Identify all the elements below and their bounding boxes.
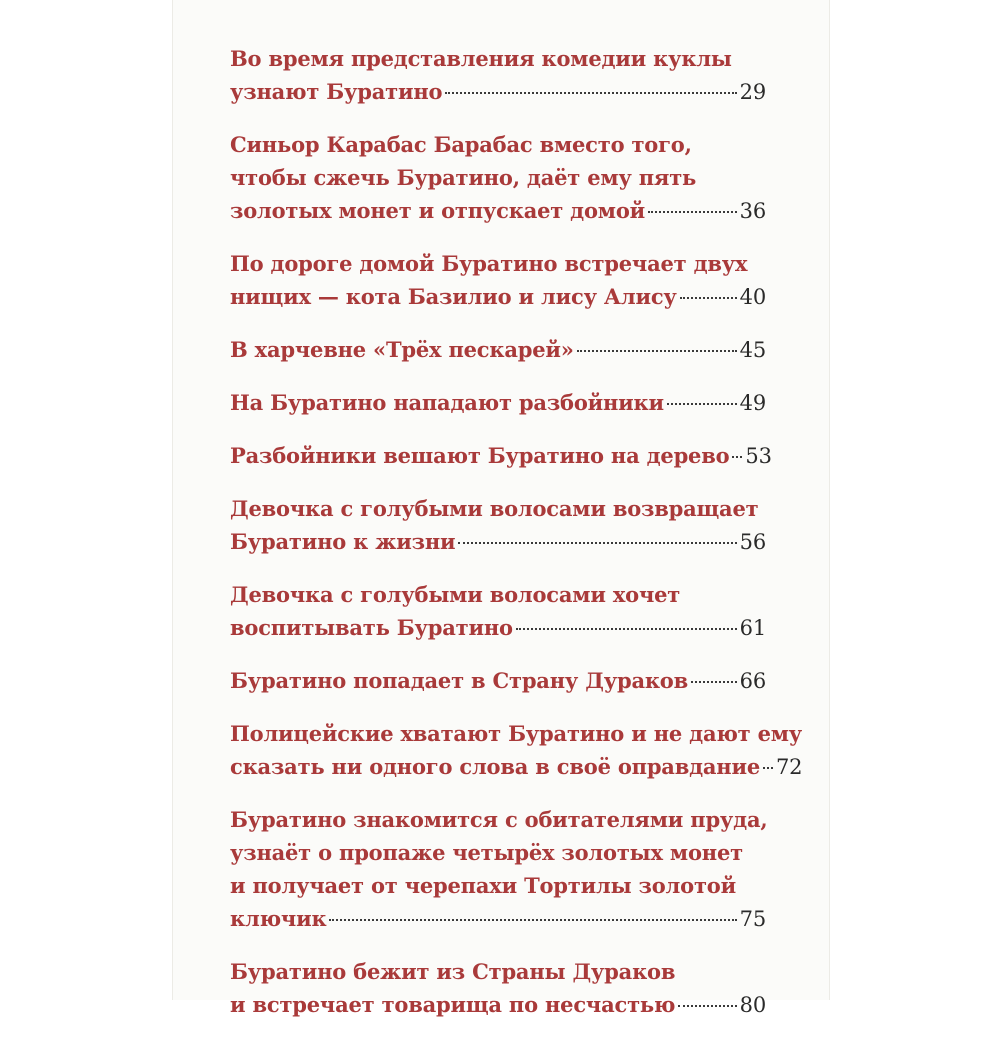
toc-entry[interactable]: [230, 333, 766, 366]
toc-entry[interactable]: [230, 578, 766, 644]
toc-entry-title: Буратино к жизни: [230, 529, 456, 554]
dot-leader: [458, 542, 736, 544]
toc-entry-title: и встречает товарища по несчастью: [230, 992, 676, 1017]
toc-page-number: 49: [739, 391, 766, 415]
dot-leader: [680, 297, 737, 299]
dot-leader: [691, 681, 737, 683]
toc-page-number: 53: [745, 444, 772, 468]
toc-entry-line: Буратино знакомится с обитателями пруда,: [230, 807, 768, 832]
toc-entry-title: сказать ни одного слова в своё оправдание: [230, 754, 761, 779]
toc-page-number: 56: [739, 530, 766, 554]
toc-page-number: 45: [739, 338, 766, 362]
toc-entry-title: узнают Буратино: [230, 79, 443, 104]
toc-entry[interactable]: [230, 803, 766, 935]
toc-entry-title: ключик: [230, 906, 327, 931]
toc-entry-title: Буратино попадает в Страну Дураков: [230, 668, 689, 693]
toc-page-number: 36: [739, 199, 766, 223]
toc-entry-line: Синьор Карабас Барабас вместо того,: [230, 132, 692, 157]
dot-leader: [577, 350, 737, 352]
toc-entry[interactable]: [230, 128, 766, 227]
dot-leader: [763, 767, 773, 769]
toc-entry[interactable]: [230, 439, 772, 472]
toc-page-number: 29: [739, 80, 766, 104]
dot-leader: [329, 919, 736, 921]
toc-entry-title: золотых монет и отпускает домой: [230, 198, 646, 223]
toc-entry-title: Разбойники вешают Буратино на дерево: [230, 443, 730, 468]
toc-entry-title: нищих — кота Базилио и лису Алису: [230, 284, 677, 309]
dot-leader: [667, 403, 737, 405]
toc-entry[interactable]: [230, 717, 803, 783]
dot-leader: [516, 628, 737, 630]
toc-entry-line: Буратино бежит из Страны Дураков: [230, 959, 676, 984]
toc-entry-line: чтобы сжечь Буратино, даёт ему пять: [230, 165, 697, 190]
toc-page-number: 40: [739, 285, 766, 309]
toc-entry[interactable]: [230, 42, 766, 108]
toc-entry[interactable]: [230, 955, 766, 1021]
toc-page-number: 80: [739, 993, 766, 1017]
toc-entry-line: узнаёт о пропаже четырёх золотых монет: [230, 840, 743, 865]
toc-page-number: 72: [776, 755, 803, 779]
dot-leader: [648, 211, 737, 213]
toc-entry[interactable]: [230, 492, 766, 558]
toc-page-number: 75: [739, 907, 766, 931]
dot-leader: [732, 456, 742, 458]
toc-entry-line: Во время представления комедии куклы: [230, 46, 732, 71]
toc-entry[interactable]: [230, 386, 766, 419]
dot-leader: [445, 92, 736, 94]
toc-entry-line: Девочка с голубыми волосами возвращает: [230, 496, 759, 521]
toc-entry-line: Девочка с голубыми волосами хочет: [230, 582, 681, 607]
dot-leader: [678, 1005, 736, 1007]
toc-page-number: 61: [739, 616, 766, 640]
toc-entry-line: По дороге домой Буратино встречает двух: [230, 251, 748, 276]
toc-entry-line: Полицейские хватают Буратино и не дают ему: [230, 721, 803, 746]
toc-entry-line: и получает от черепахи Тортилы золотой: [230, 873, 736, 898]
toc-entry[interactable]: [230, 664, 766, 697]
table-of-contents: [230, 42, 803, 1041]
toc-entry-title: В харчевне «Трёх пескарей»: [230, 337, 574, 362]
toc-entry-title: На Буратино нападают разбойники: [230, 390, 664, 415]
toc-page-number: 66: [739, 669, 766, 693]
toc-entry[interactable]: [230, 247, 766, 313]
toc-entry-title: воспитывать Буратино: [230, 615, 513, 640]
